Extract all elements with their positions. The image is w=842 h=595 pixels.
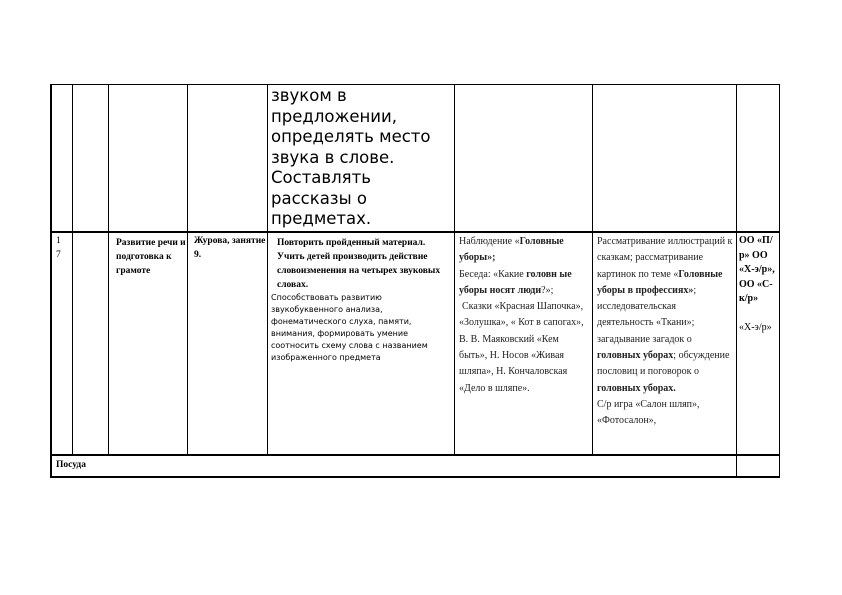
methods-text-3: ; обсуждение пословиц и поговорок о [597,350,730,378]
areas-secondary: «Х-э/р» [739,321,772,333]
source-reference: Журова, занятие 9. [194,236,266,260]
goals-cell [271,236,453,452]
talk-prefix: Беседа: «Какие [459,268,527,280]
table-border-top [50,84,780,85]
methods-bold-2: головных уборах [597,350,674,362]
talk-topic: головн ые уборы носят люди [459,268,572,296]
methods-bold-1: Головные уборы в профессиях» [597,268,723,296]
col-line-3 [187,84,188,455]
goals-detail: Способствовать развитию звукобуквенного анализа, фонематического слуха, памяти, внимания, формировать умение соотносить схему слова с названием изображенного предмета [271,293,428,362]
table-border-left [50,84,52,478]
methods-bold-3: головных уборах. [597,382,676,394]
observation-topic: Головные уборы»; [459,236,564,264]
areas-cell [739,234,777,335]
methods-cell [597,234,733,430]
col-line-2 [108,84,109,455]
col-line-6 [592,84,593,455]
goals-intro: Повторить пройденный материал. Учить детей производить действие словоизменения на четырех звуковых словах. [277,238,441,290]
col-line-5 [454,84,455,455]
methods-text-4: С/р игра «Салон шляп», «Фотосалон», [597,398,700,427]
methods-text-1: Рассматривание иллюстраций к сказкам; рассматривание картинок по теме « [597,236,733,280]
tales-list: Сказки «Красная Шапочка», «Золушка», « Кот в сапогах», В. В. Маяковский «Кем быть», Н. Носов «Живая шляпа», Н. Кончаловская «Дело в шляпе». [459,301,584,394]
topic-continued-text: звуком в предложении, определять место звука в слове. Составлять рассказы о предметах. [271,86,431,228]
section-name: Развитие речи и подготовка к грамоте [116,238,186,276]
col-line-7 [736,84,737,478]
col-line-4 [267,84,268,455]
activities-cell [459,234,589,397]
table-border-bottom [50,476,780,478]
row-number: 1 7 [56,236,61,260]
areas-primary: ОО «П/р» ОО «Х-э/р», ОО «С-к/р» [739,235,775,304]
table-border-right [779,84,780,478]
row-divider-2 [50,454,780,456]
talk-suffix: ?»; [541,284,554,296]
next-topic-label: Посуда [56,460,86,470]
lesson-plan-table [50,84,780,478]
row-divider-1 [50,231,780,233]
col-line-1 [72,84,73,455]
observation-prefix: Наблюдение « [459,236,520,247]
methods-text-2: ; исследовательская деятельность «Ткани»; загадывание загадок о [597,284,697,345]
